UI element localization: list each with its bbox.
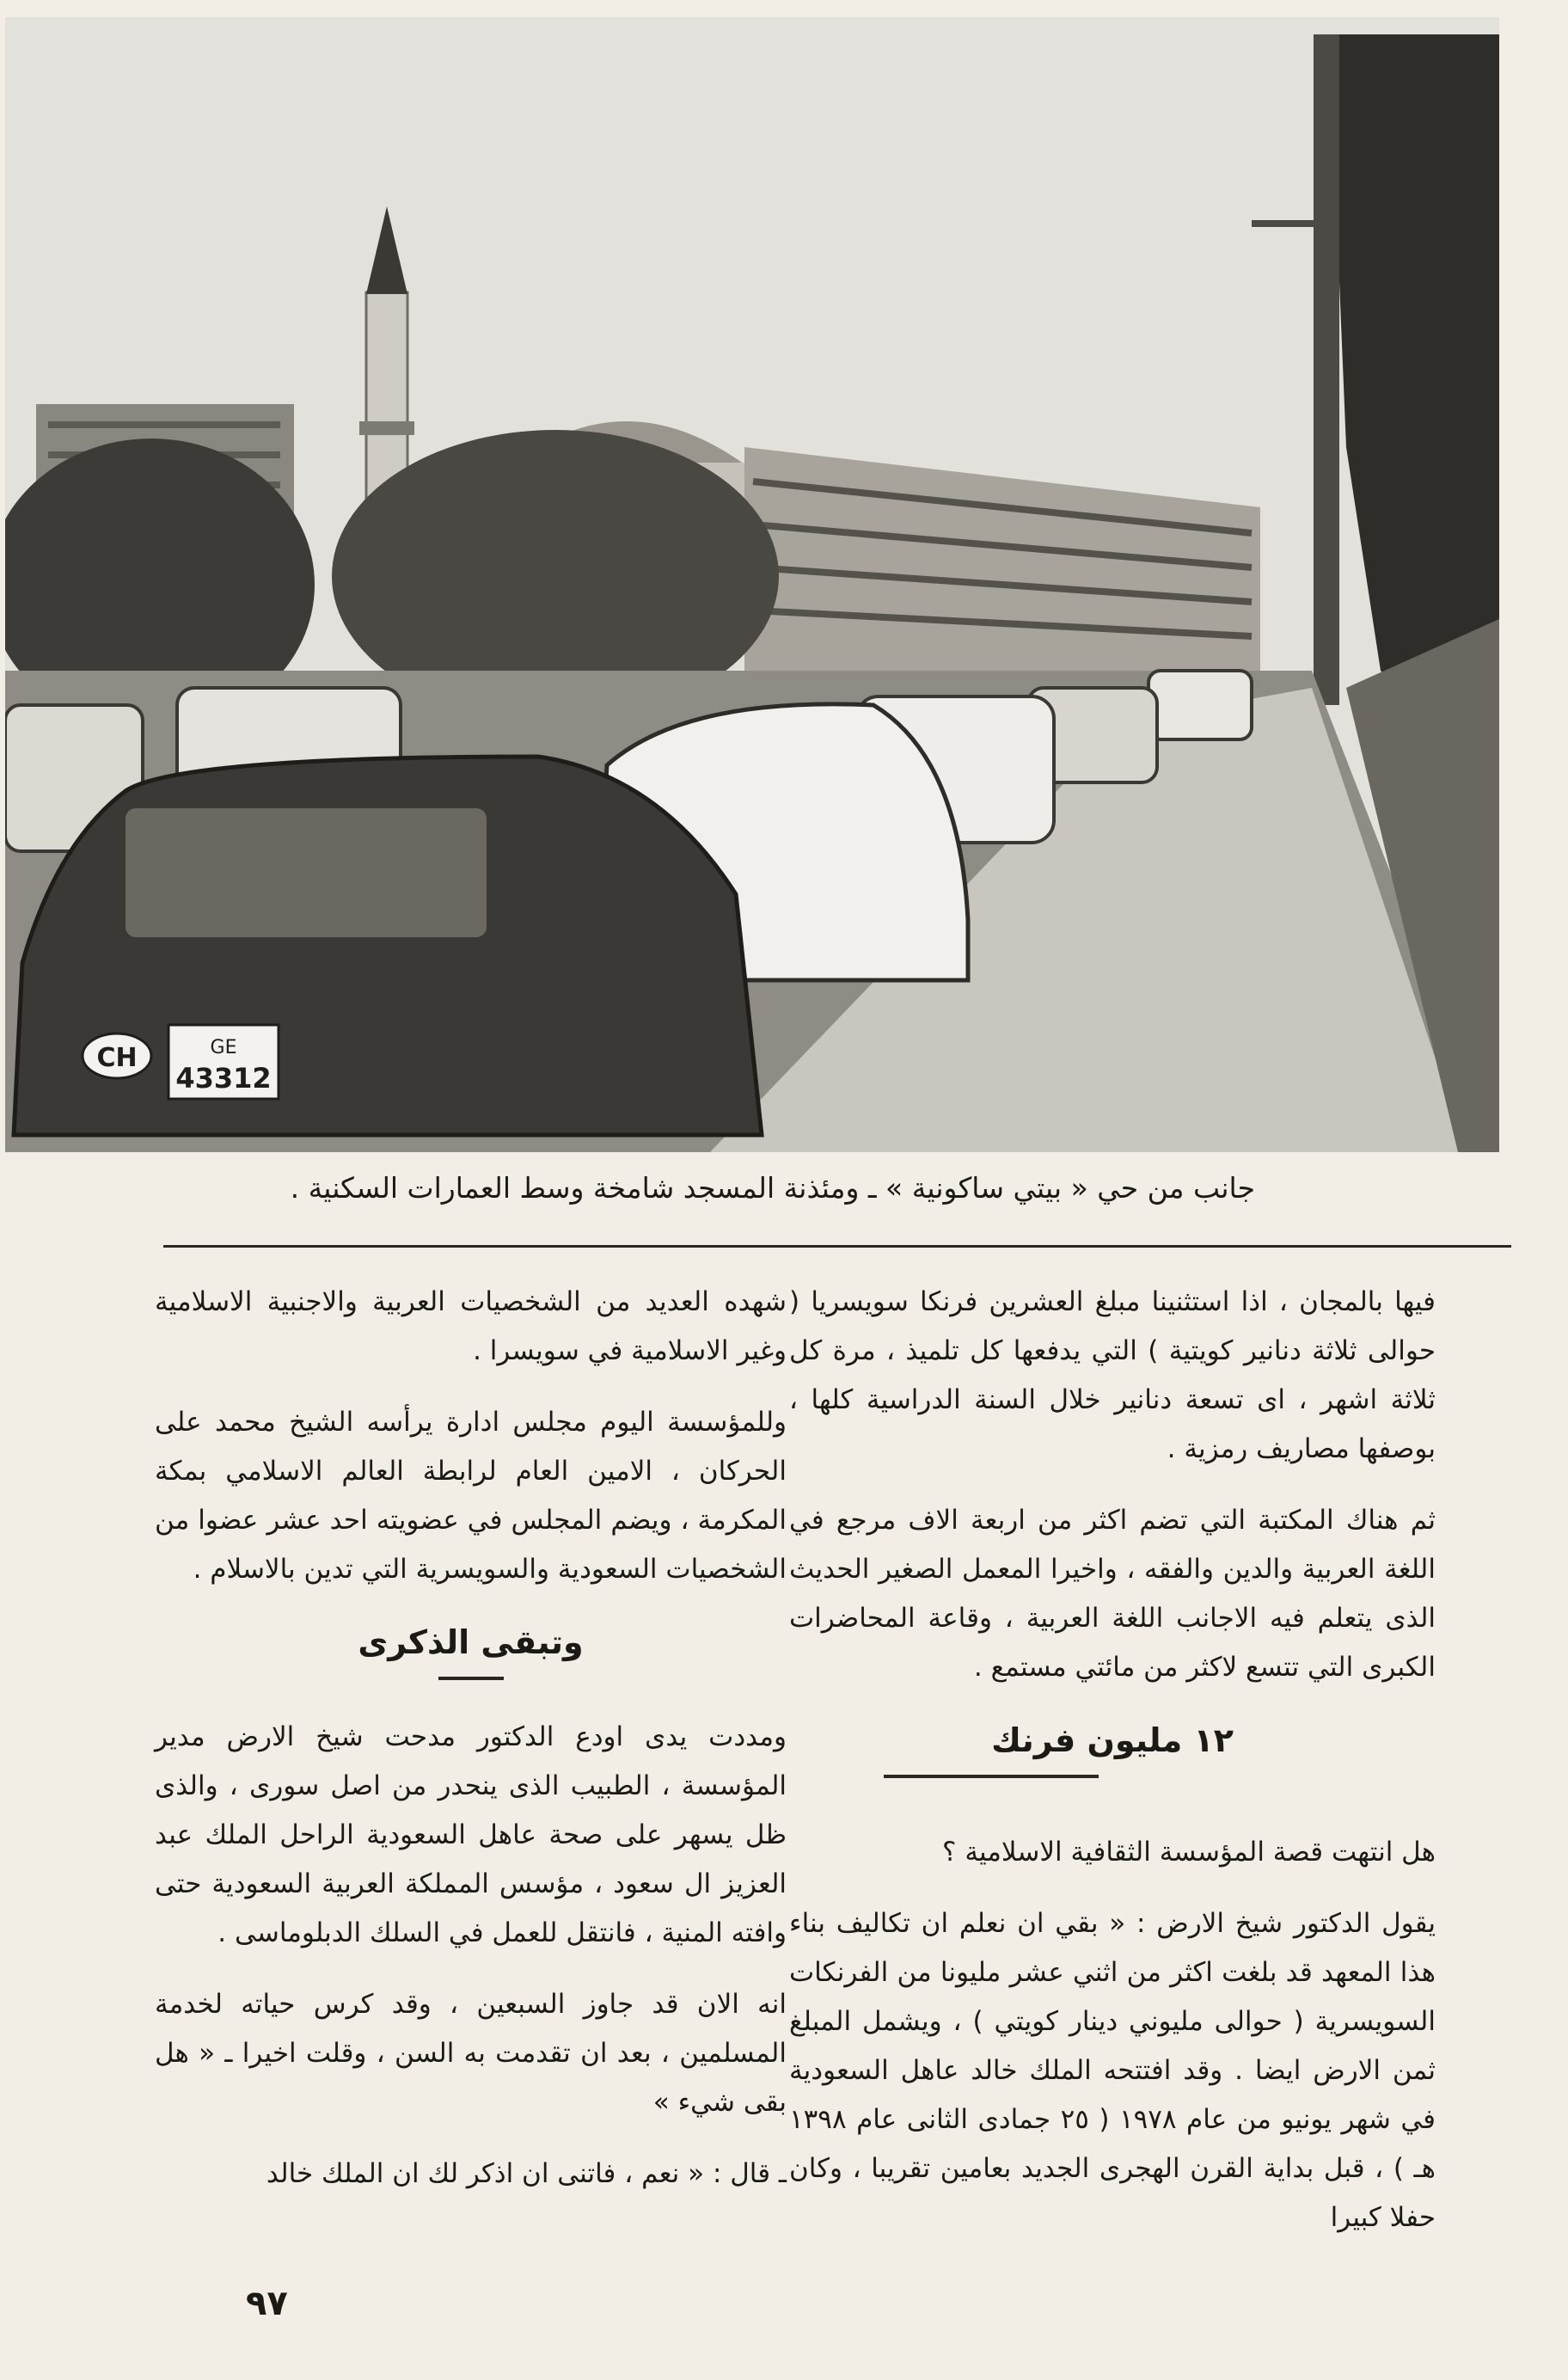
parked-car-far [1148,671,1252,739]
section-heading: وتبقى الذكرى [358,1623,584,1661]
page-number: ٩٧ [246,2284,288,2323]
heading-rule [884,1775,1099,1778]
paragraph: انه الان قد جاوز السبعين ، وقد كرس حياته لخدمة المسلمين ، بعد ان تقدمت به السن ، وقلت اخيرا ـ « هل بقى شيء » [155,1989,787,2118]
paragraph: وللمؤسسة اليوم مجلس ادارة يرأسه الشيخ محمد على الحركان ، الامين العام لرابطة العالم الاسلامي بمكة المكرمة ، ويضم المجلس في عضويته احد عشر عضوا من الشخصيات السعودية والسويسرية التي تدين بالاسلام . [155,1407,787,1585]
street-photo [5,17,1499,1152]
article-column-left [155,1278,787,2221]
rear-window [126,808,487,937]
country-plate-text: CH [96,1043,138,1073]
lamp-post [1314,34,1339,705]
caption-divider [163,1245,1511,1248]
paragraph: شهده العديد من الشخصيات العربية والاجنبية الاسلامية وغير الاسلامية في سويسرا . [155,1286,787,1366]
license-plate-number: 43312 [175,1062,272,1095]
photo-caption: جانب من حي « بيتي ساكونية » ـ ومئذنة المسجد شامخة وسط العمارات السكنية . [290,1171,1255,1205]
paragraph: فيها بالمجان ، اذا استثنينا مبلغ العشرين فرنكا سويسريا ( حوالى ثلاثة دنانير كويتية ) التي يدفعها كل تلميذ ، مرة كل ثلاثة اشهر ، اى تسعة دنانير خلال السنة الدراسية كلها ، بوصفها مصاريف رمزية . [789,1286,1436,1464]
street-photo-drawing [5,17,1499,1152]
paragraph: يقول الدكتور شيخ الارض : « بقي ان نعلم ان تكاليف بناء هذا المعهد قد بلغت اكثر من اثني عشر مليونا من الفرنكات السويسرية ( حوالى مليوني دينار كويتي ) ، ويشمل المبلغ ثمن الارض ايضا . وقد افتتحه الملك خالد عاهل السعودية في شهر يونيو من عام ١٩٧٨ ( ٢٥ جمادى الثانى عام ١٣٩٨ هـ ) ، قبل بداية القرن الهجرى الجديد بعامين تقريبا ، وكان حفلا كبيرا [789,1908,1436,2233]
heading-rule [438,1677,504,1680]
paragraph: ومددت يدى اودع الدكتور مدحت شيخ الارض مدير المؤسسة ، الطبيب الذى ينحدر من اصل سورى ، والذى ظل يسهر على صحة عاهل السعودية الراحل الملك عبد العزيز ال سعود ، مؤسس المملكة العربية السعودية حتى وافته المنية ، فانتقل للعمل في السلك الدبلوماسى . [155,1721,787,1948]
license-plate-canton: GE [210,1037,237,1058]
paragraph: هل انتهت قصة المؤسسة الثقافية الاسلامية ؟ [942,1837,1436,1868]
paragraph: ثم هناك المكتبة التي تضم اكثر من اربعة الاف مرجع في اللغة العربية والدين والفقه ، واخيرا المعمل الصغير الحديث الذى يتعلم فيه الاجانب اللغة العربية ، وقاعة المحاضرات الكبرى التي تتسع لاكثر من مائتي مستمع . [789,1505,1436,1683]
article-column-right [789,1278,1436,2265]
section-heading: ١٢ مليون فرنك [991,1721,1234,1759]
paragraph: ـ قال : « نعم ، فاتنى ان اذكر لك ان الملك خالد [266,2158,787,2189]
